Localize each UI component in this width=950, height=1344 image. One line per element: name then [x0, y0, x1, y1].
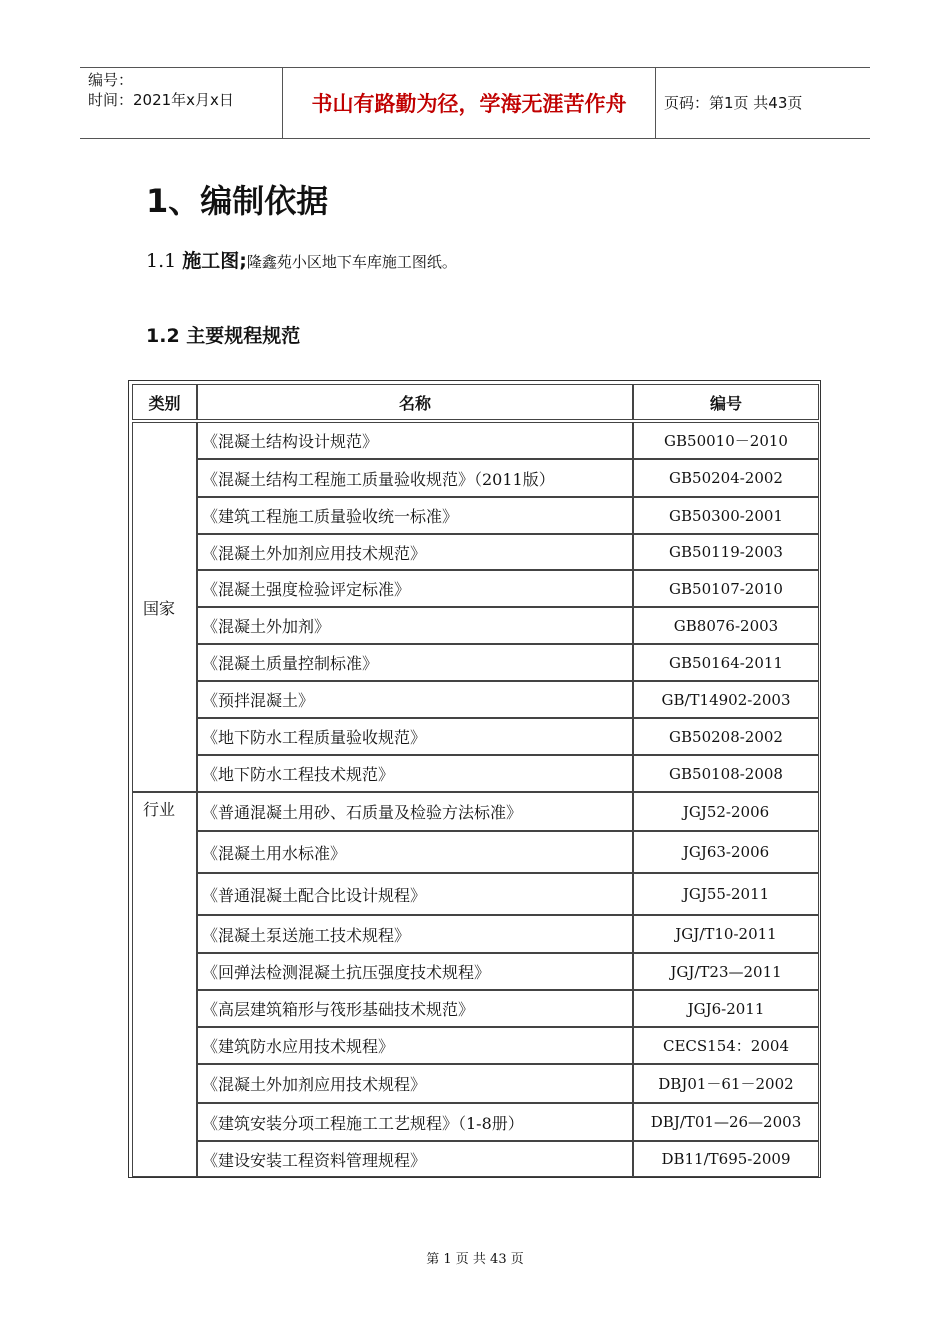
- table-row-code: DB11/T695-2009: [633, 1141, 819, 1177]
- table-row-name: 《预拌混凝土》: [197, 681, 633, 718]
- table-row-code: GB50107-2010: [633, 570, 819, 607]
- header-page-info: 页码：第1页 共43页: [664, 94, 803, 112]
- table-row-code: JGJ63-2006: [633, 831, 819, 873]
- table-row-code: JGJ52-2006: [633, 792, 819, 831]
- category-cell: 国家: [132, 422, 197, 792]
- table-row-code: GB50204-2002: [633, 459, 819, 497]
- table-row-name: 《建筑工程施工质量验收统一标准》: [197, 497, 633, 534]
- header-category: 类别: [132, 384, 197, 420]
- table-row-code: DBJ/T01—26—2003: [633, 1103, 819, 1141]
- table-row-name: 《普通混凝土用砂、石质量及检验方法标准》: [197, 792, 633, 831]
- table-row-name: 《地下防水工程质量验收规范》: [197, 718, 633, 755]
- table-row-code: GB8076-2003: [633, 607, 819, 644]
- table-row-name: 《混凝土结构工程施工质量验收规范》（2011版）: [197, 459, 633, 497]
- table-row-code: CECS154：2004: [633, 1027, 819, 1064]
- table-row-code: GB50300-2001: [633, 497, 819, 534]
- subsection-1-text: 隆鑫苑小区地下车库施工图纸。: [246, 253, 457, 271]
- table-row-code: JGJ55-2011: [633, 873, 819, 915]
- table-row-name: 《混凝土结构设计规范》: [197, 422, 633, 459]
- header-date: 时间：2021年x月x日: [88, 91, 234, 109]
- subsection-1-number: 1.1: [146, 250, 177, 272]
- header-meta: [88, 70, 283, 110]
- table-row-name: 《建筑安装分项工程施工工艺规程》（1-8册）: [197, 1103, 633, 1141]
- table-row-code: GB/T14902-2003: [633, 681, 819, 718]
- table-row-code: GB50164-2011: [633, 644, 819, 681]
- table-row-code: JGJ/T23—2011: [633, 953, 819, 990]
- page-header: [80, 67, 870, 139]
- table-row-name: 《地下防水工程技术规范》: [197, 755, 633, 792]
- section-title: 1、编制依据: [146, 182, 329, 220]
- subsection-2-title: 1.2 主要规程规范: [146, 325, 301, 347]
- header-motto: 书山有路勤为径，学海无涯苦作舟: [282, 68, 656, 138]
- table-row-name: 《回弹法检测混凝土抗压强度技术规程》: [197, 953, 633, 990]
- table-row-name: 《混凝土外加剂应用技术规程》: [197, 1064, 633, 1103]
- header-code-label: 编号：: [88, 71, 134, 89]
- table-row-code: GB50108-2008: [633, 755, 819, 792]
- table-row-code: JGJ/T10-2011: [633, 915, 819, 953]
- table-row-name: 《普通混凝土配合比设计规程》: [197, 873, 633, 915]
- page-footer: 第 1 页 共 43 页: [426, 1252, 524, 1267]
- table-row-code: GB50010－2010: [633, 422, 819, 459]
- header-code: 编号: [633, 384, 819, 420]
- table-row-name: 《混凝土用水标准》: [197, 831, 633, 873]
- category-cell: 行业: [132, 792, 197, 1177]
- subsection-1: [146, 246, 457, 273]
- table-row-name: 《建筑防水应用技术规程》: [197, 1027, 633, 1064]
- table-row-code: GB50208-2002: [633, 718, 819, 755]
- table-row-code: JGJ6-2011: [633, 990, 819, 1027]
- table-row-name: 《混凝土泵送施工技术规程》: [197, 915, 633, 953]
- table-row-name: 《混凝土强度检验评定标准》: [197, 570, 633, 607]
- table-row-name: 《建设安装工程资料管理规程》: [197, 1141, 633, 1177]
- subsection-1-title: 施工图;: [182, 250, 247, 272]
- table-row-name: 《高层建筑箱形与筏形基础技术规范》: [197, 990, 633, 1027]
- table-row-code: GB50119-2003: [633, 534, 819, 570]
- table-row-code: DBJ01－61－2002: [633, 1064, 819, 1103]
- table-row-name: 《混凝土外加剂》: [197, 607, 633, 644]
- table-row-name: 《混凝土质量控制标准》: [197, 644, 633, 681]
- standards-table: [128, 380, 821, 1178]
- header-name: 名称: [197, 384, 633, 420]
- table-row-name: 《混凝土外加剂应用技术规范》: [197, 534, 633, 570]
